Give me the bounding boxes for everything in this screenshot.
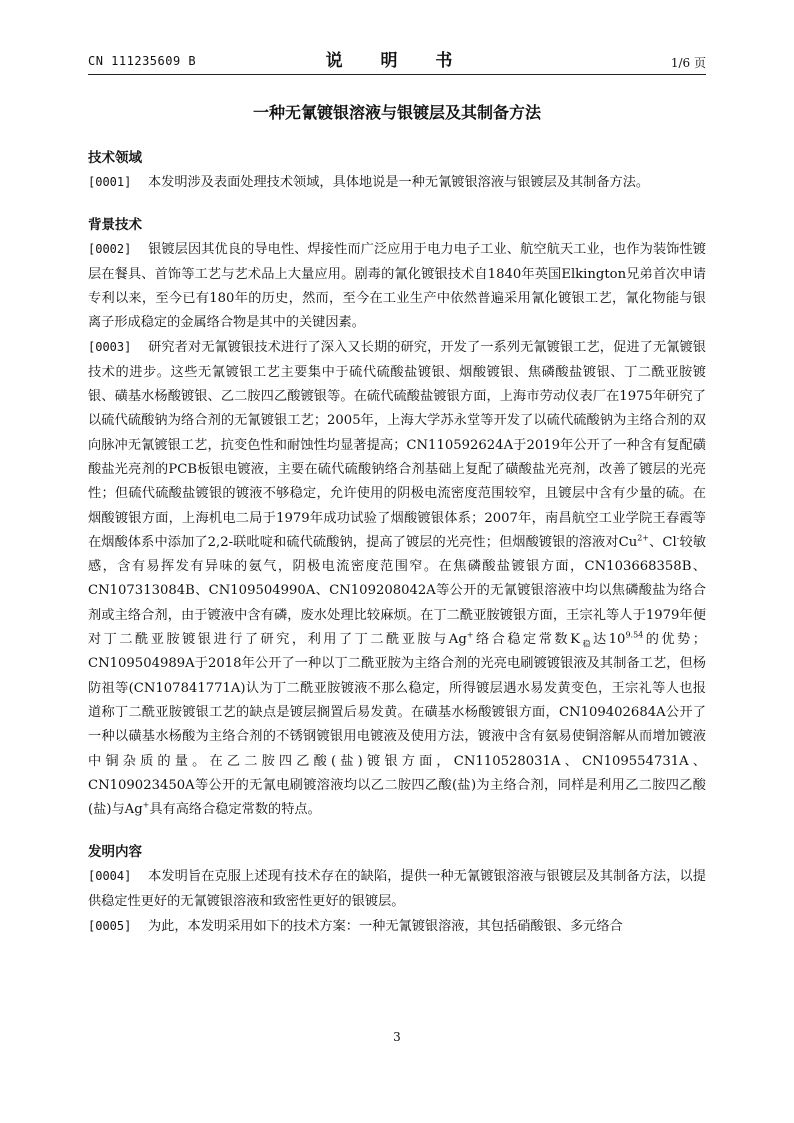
paragraph-text: 本发明涉及表面处理技术领域，具体地说是一种无氰镀银溶液与银镀层及其制备方法。: [148, 175, 650, 190]
section-heading-background: 背景技术: [88, 217, 142, 234]
paragraph-text: 银镀层因其优良的导电性、焊接性而广泛应用于电力电子工业、航空航天工业，也作为装饰性镀层在餐具、首饰等工艺与艺术品上大量应用。剧毒的氰化镀银技术自1840年英国Elkington兄弟首次申请专利以来，至今已有180年的历史，然而，至今在工业生产中依然普遍采用氰化镀银工艺，氰化物能与银离子形成稳定的金属络合物是其中的关键因素。: [88, 242, 706, 331]
section-heading-invention: 发明内容: [88, 844, 142, 861]
document-type: 说 明 书: [325, 51, 469, 71]
page-count: 1/6 页: [670, 56, 706, 70]
page-number: 3: [393, 1030, 401, 1044]
paragraph-text: 络合稳定常数K: [473, 632, 580, 648]
paragraph-text: 达10: [592, 632, 626, 648]
paragraph-number: [0005]: [88, 919, 132, 934]
paragraph-0001: [88, 170, 706, 195]
paragraph-text: 本发明旨在克服上述现有技术存在的缺陷，提供一种无氰镀银溶液与银镀层及其制备方法，以提供稳定性更好的无氰镀银溶液和致密性更好的银镀层。: [88, 869, 706, 909]
paragraph-number: [0002]: [88, 242, 132, 257]
patent-number: CN 111235609 B: [88, 54, 197, 68]
paragraph-0004: [88, 864, 706, 914]
superscript: +: [466, 630, 474, 640]
superscript: -: [676, 533, 680, 543]
paragraph-number: [0001]: [88, 175, 132, 189]
paragraph-number: [0004]: [88, 869, 132, 884]
paragraph-text: 较敏感，含有易挥发有异味的氨气，阴极电流密度范围窄。在焦磷酸盐镀银方面，CN103668358B、CN107313084B、CN109504990A、CN109208042A等公开的无氰镀银溶液中均以焦磷酸盐为络合剂或主络合剂，由于镀液中含有磷，废水处理比较麻烦。在丁二酰亚胺镀银方面，王宗礼等人于1979年便对丁二酰亚胺镀银进行了研究，利用了丁二酰亚胺与Ag: [88, 534, 707, 648]
paragraph-text: 、Cl: [649, 534, 677, 550]
superscript: +: [142, 800, 150, 810]
paragraph-text: 的优势；CN109504989A于2018年公开了一种以丁二酰亚胺为主络合剂的光亮电刷镀镀银液及其制备工艺，但杨防祖等(CN107841771A)认为丁二酰亚胺镀液不那么稳定，所得镀层遇水易发黄变色，王宗礼等人也报道称丁二酰亚胺镀银工艺的缺点是镀层搁置后易发黄。在磺基水杨酸镀银方面，CN109402684A公开了一种以磺基水杨酸为主络合剂的不锈钢镀银用电镀液及使用方法，镀液中含有氨易使铜溶解从而增加镀液中铜杂质的量。在乙二胺四乙酸(盐)镀银方面，CN110528031A、CN109554731A、CN109023450A等公开的无氰电刷镀溶液均以乙二胺四乙酸(盐)为主络合剂，同样是利用乙二胺四乙酸(盐)与Ag: [88, 632, 706, 818]
superscript: 9.54: [625, 630, 644, 640]
superscript: 2+: [637, 533, 649, 543]
paragraph-0005: [88, 914, 706, 939]
document-title: 一种无氰镀银溶液与银镀层及其制备方法: [252, 103, 541, 122]
paragraph-text: 研究者对无氰镀银技术进行了深入又长期的研究，开发了一系列无氰镀银工艺，促进了无氰镀银技术的进步。这些无氰镀银工艺主要集中于硫代硫酸盐镀银、烟酸镀银、焦磷酸盐镀银、丁二酰亚胺镀银、磺基水杨酸镀银、乙二胺四乙酸镀银等。在硫代硫酸盐镀银方面，上海市劳动仪表厂在1975年研究了以硫代硫酸钠为络合剂的无氰镀银工艺；2005年，上海大学苏永堂等开发了以硫代硫酸钠为主络合剂的双向脉冲无氰镀银工艺，抗变色性和耐蚀性均显著提高；CN110592624A于2019年公开了一种含有复配磺酸盐光亮剂的PCB板银电镀液，主要在硫代硫酸钠络合剂基础上复配了磺酸盐光亮剂，改善了镀层的光亮性；但硫代硫酸盐镀银的镀液不够稳定，允许使用的阴极电流密度范围较窄，且镀层中含有少量的硫。在烟酸镀银方面，上海机电二局于1979年成功试验了烟酸镀银体系；2007年，南昌航空工业学院王春霞等在烟酸体系中添加了2,2-联吡啶和硫代硫酸钠，提高了镀层的光亮性；但烟酸镀银的溶液对Cu: [88, 340, 706, 550]
header-rule: [88, 74, 706, 75]
paragraph-0002: [88, 237, 706, 335]
document-body: [88, 146, 706, 939]
paragraph-text: 具有高络合稳定常数的特点。: [149, 802, 321, 818]
paragraph-0003: [88, 335, 706, 822]
paragraph-text: 为此，本发明采用如下的技术方案：一种无氰镀银溶液，其包括硝酸银、多元络合: [148, 919, 623, 935]
page-header: [88, 46, 706, 78]
section-heading-tech-field: 技术领域: [88, 150, 142, 166]
subscript: 稳: [579, 639, 593, 649]
paragraph-number: [0003]: [88, 340, 132, 355]
